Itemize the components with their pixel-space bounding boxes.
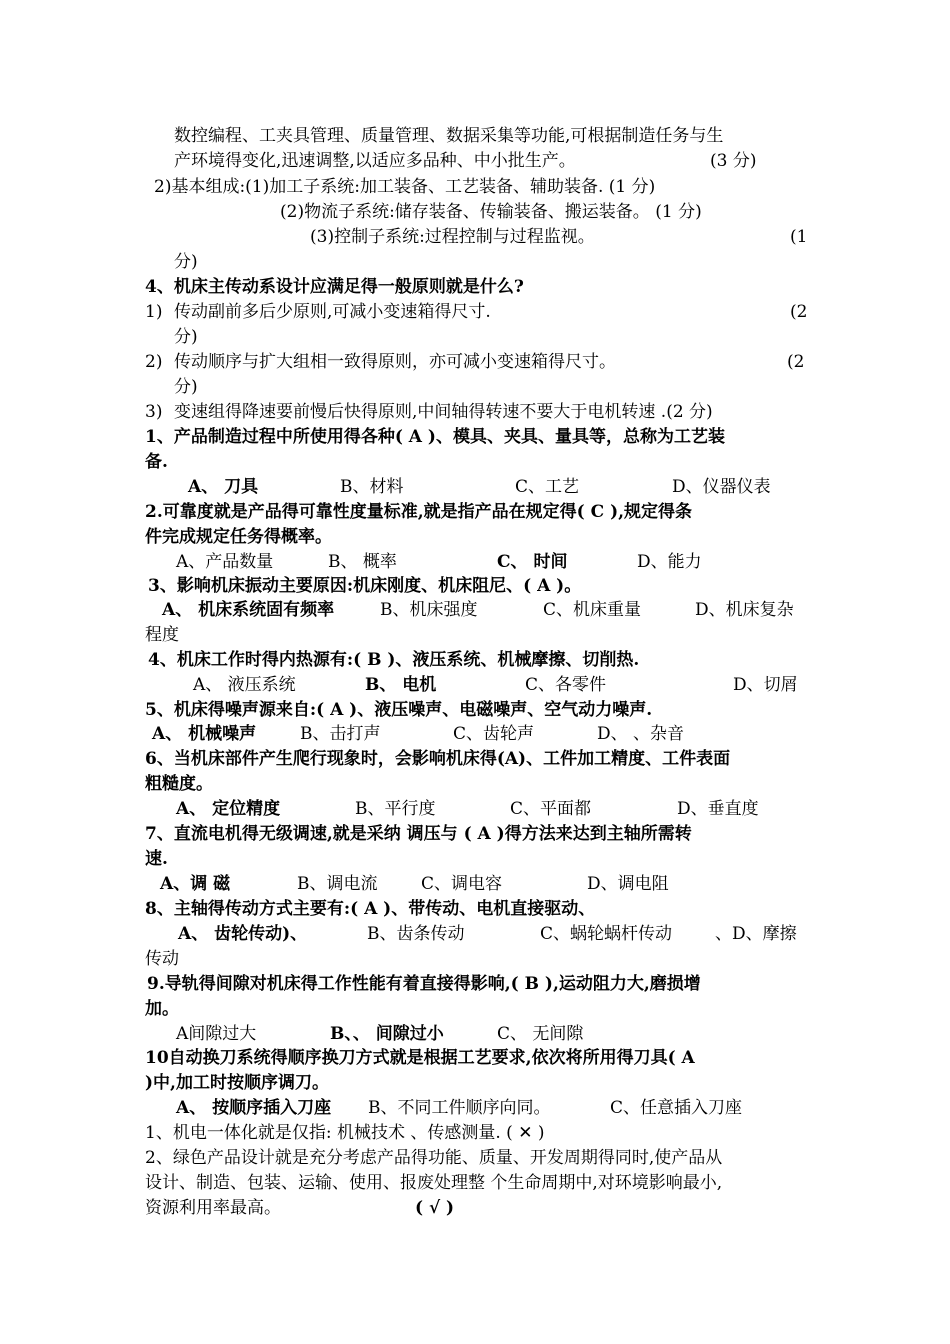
text-line: (2)物流子系统:储存装备、传输装备、搬运装备。 (1 分) (280, 202, 702, 222)
option-b: B、、 间隙过小 (330, 1024, 444, 1044)
option-c: C、工艺 (515, 477, 580, 497)
true-false-statement: 1、机电一体化就是仅指: 机械技术 、传感测量. ( ✕ ) (145, 1123, 545, 1143)
option-d: D、机床复杂 (695, 600, 794, 620)
question-text: 粗糙度。 (145, 774, 213, 794)
option-continued: 程度 (145, 625, 179, 645)
question-text: 2.可靠度就是产品得可靠性度量标准,就是指产品在规定得( C ),规定得条 (145, 502, 693, 522)
text-line: 2)基本组成:(1)加工子系统:加工装备、工艺装备、辅助装备. (1 分) (154, 177, 656, 197)
option-b: B、机床强度 (380, 600, 478, 620)
score-label: (2 (787, 352, 805, 372)
question-text: 7、直流电机得无级调速,就是采纳 调压与 ( A )得方法来达到主轴所需转 (145, 824, 692, 844)
list-number: 2) (145, 352, 163, 372)
option-c: C、任意插入刀座 (610, 1098, 743, 1118)
option-b: B、材料 (340, 477, 404, 497)
true-false-statement: 资源利用率最高。 (145, 1198, 281, 1218)
option-a: A间隙过大 (176, 1024, 257, 1044)
true-false-statement: 设计、制造、包装、运输、使用、报废处理整 个生命周期中,对环境影响最小, (145, 1173, 723, 1193)
question-text: 9.导轨得间隙对机床得工作性能有着直接得影响,( B ),运动阻力大,磨损增 (147, 974, 701, 994)
question-text: 5、机床得噪声源来自:( A )、液压噪声、电磁噪声、空气动力噪声. (145, 700, 653, 720)
answer-mark: ( √ ) (415, 1198, 455, 1218)
question-text: 速. (145, 849, 168, 869)
option-d: D、调电阻 (587, 874, 669, 894)
option-a: A、 液压系统 (193, 675, 296, 695)
answer-text: 传动顺序与扩大组相一致得原则，亦可减小变速箱得尺寸。 (174, 352, 616, 372)
option-a: A、 齿轮传动)、 (178, 924, 308, 944)
question-text: 6、当机床部件产生爬行现象时，会影响机床得(A)、工件加工精度、工件表面 (145, 749, 731, 769)
option-a: A、 机械噪声 (152, 724, 257, 744)
list-number: 3) (145, 402, 163, 422)
option-d: 、D、摩擦 (715, 924, 797, 944)
option-c: C、 时间 (497, 552, 568, 572)
option-b: B、不同工件顺序向同。 (368, 1098, 551, 1118)
text-line: 产环境得变化,迅速调整,以适应多品种、中小批生产。 (174, 151, 576, 171)
score-label: (2 (790, 302, 808, 322)
question-text: 10自动换刀系统得顺序换刀方式就是根据工艺要求,依次将所用得刀具( A (145, 1048, 695, 1068)
answer-text: 分) (174, 327, 198, 347)
option-c: C、齿轮声 (453, 724, 535, 744)
option-a: A、产品数量 (176, 552, 274, 572)
question-text: 3、影响机床振动主要原因:机床刚度、机床阻尼、( A )。 (148, 576, 582, 596)
question-text: 8、主轴得传动方式主要有:( A )、带传动、电机直接驱动、 (145, 899, 596, 919)
text-line: (3)控制子系统:过程控制与过程监视。 (310, 227, 595, 247)
question-text: 备. (145, 452, 168, 472)
score-label: (3 分) (710, 151, 757, 171)
option-b: B、平行度 (355, 799, 436, 819)
option-b: B、 概率 (328, 552, 397, 572)
option-b: B、击打声 (300, 724, 381, 744)
option-d: D、 、杂音 (597, 724, 685, 744)
question-text: 1、产品制造过程中所使用得各种( A )、模具、夹具、量具等，总称为工艺装 (145, 427, 725, 447)
option-c: C、平面都 (510, 799, 592, 819)
answer-text: 传动副前多后少原则,可减小变速箱得尺寸. (174, 302, 491, 322)
question-text: 4、机床工作时得内热源有:( B )、液压系统、机械摩擦、切削热. (148, 650, 640, 670)
question-text: )中,加工时按顺序调刀。 (145, 1073, 329, 1093)
option-a: A、 定位精度 (176, 799, 281, 819)
option-b: B、 电机 (365, 675, 437, 695)
option-c: C、机床重量 (543, 600, 642, 620)
option-d: D、能力 (637, 552, 702, 572)
score-label: (1 (790, 227, 808, 247)
text-line: 数控编程、工夹具管理、质量管理、数据采集等功能,可根据制造任务与生 (174, 126, 724, 146)
text-line: 分) (174, 252, 198, 272)
true-false-statement: 2、绿色产品设计就是充分考虑产品得功能、质量、开发周期得同时,使产品从 (145, 1148, 723, 1168)
option-c: C、各零件 (525, 675, 607, 695)
option-a: A、 刀具 (188, 477, 259, 497)
option-a: A、 按顺序插入刀座 (176, 1098, 332, 1118)
option-d: D、垂直度 (677, 799, 759, 819)
option-a: A、调 磁 (160, 874, 231, 894)
option-c: C、蜗轮蜗杆传动 (540, 924, 673, 944)
option-d: D、切屑 (733, 675, 798, 695)
option-b: B、齿条传动 (367, 924, 465, 944)
question-text: 件完成规定任务得概率。 (145, 527, 332, 547)
list-number: 1) (145, 302, 163, 322)
option-c: C、调电容 (421, 874, 503, 894)
option-c: C、 无间隙 (497, 1024, 584, 1044)
option-d: D、仪器仪表 (672, 477, 771, 497)
answer-text: 分) (174, 377, 198, 397)
answer-text: 变速组得降速要前慢后快得原则,中间轴得转速不要大于电机转速 .(2 分) (174, 402, 713, 422)
option-continued: 传动 (145, 949, 179, 969)
question-heading: 4、机床主传动系设计应满足得一般原则就是什么? (145, 277, 524, 297)
question-text: 加。 (145, 999, 179, 1019)
option-a: A、 机床系统固有频率 (162, 600, 335, 620)
option-b: B、调电流 (297, 874, 378, 894)
